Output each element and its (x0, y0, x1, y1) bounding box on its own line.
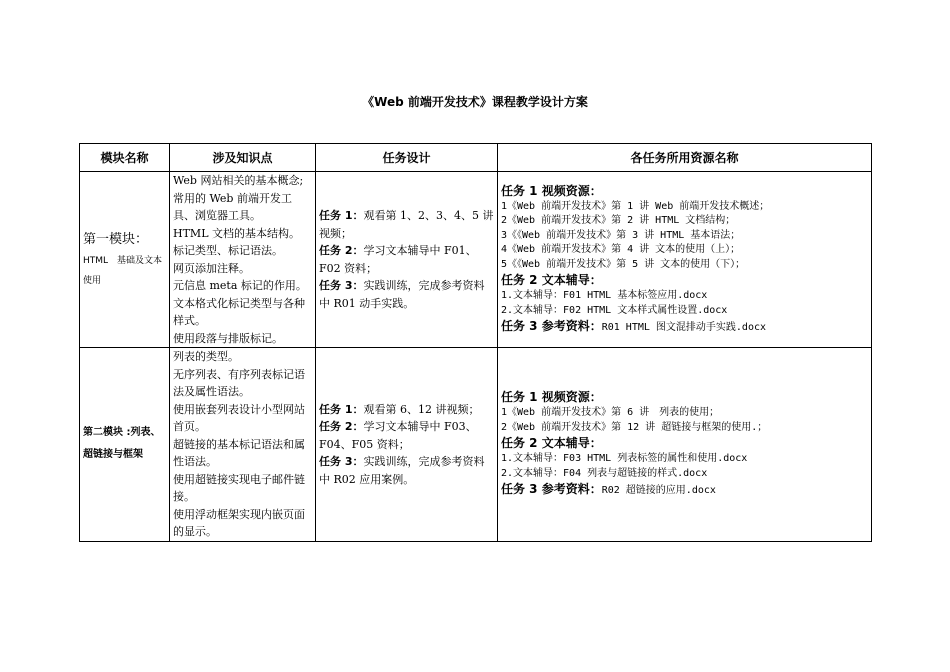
tasks-cell (316, 348, 498, 542)
task-label: 任务 1： (319, 402, 364, 416)
resource-heading: 任务 1 视频资源： (501, 390, 602, 405)
task-label: 任务 2： (319, 244, 364, 257)
knowledge-item: 常用的 Web 前端开发工具、浏览器工具。 (173, 191, 292, 222)
task-label: 任务 3： (319, 455, 364, 468)
task-text: 实践训练，完成参考资料中 R01 动手实践。 (319, 279, 485, 310)
resource-item: 5《《Web 前端开发技术》第 5 讲 文本的使用（下）； (501, 258, 746, 270)
task-label: 任务 1： (319, 209, 364, 222)
tasks-cell (316, 172, 498, 348)
task-item (319, 242, 494, 277)
knowledge-item: 超链接的基本标记语法和属性语法。 (173, 437, 305, 468)
table-header-row (80, 144, 872, 172)
header-knowledge: 涉及知识点 (170, 144, 316, 172)
knowledge-item: Web 网站相关的基本概念; (173, 174, 304, 187)
module-cell (80, 348, 170, 542)
task-text: 学习文本辅导中 F01、F02 资料； (319, 244, 477, 275)
knowledge-item: HTML 文档的基本结构。 (173, 226, 300, 240)
knowledge-item: 无序列表、有序列表标记语法及属性语法。 (173, 367, 305, 398)
task-label: 任务 2： (319, 420, 364, 433)
resource-heading-label: 任务 3 参考资料： (501, 482, 602, 497)
course-design-table (79, 143, 872, 542)
resource-item: 2《Web 前端开发技术》第 2 讲 HTML 文档结构； (501, 215, 736, 227)
task-text: 学习文本辅导中 F03、F04、F05 资料； (319, 420, 477, 451)
resource-item: 2《Web 前端开发技术》第 12 讲 超链接与框架的使用.； (501, 421, 768, 433)
knowledge-item: 元信息 meta 标记的作用。 (173, 279, 307, 292)
resource-item: 1.文本辅导：F01 HTML 基本标签应用.docx (501, 290, 708, 302)
resource-item: 2.文本辅导：F02 HTML 文本样式属性设置.docx (501, 304, 728, 316)
resource-item: 3《《Web 前端开发技术》第 3 讲 HTML 基本语法； (501, 229, 741, 241)
header-tasks: 任务设计 (316, 144, 498, 172)
resource-heading: 任务 2 文本辅导： (501, 436, 602, 451)
document-title: 《Web 前端开发技术》课程教学设计方案 (362, 95, 588, 109)
resource-item: 1《Web 前端开发技术》第 6 讲 列表的使用； (501, 407, 720, 419)
task-text: 观看第 6、12 讲视频； (363, 402, 480, 416)
module-name: 第一模块： (83, 231, 149, 247)
resource-item: R02 超链接的应用.docx (601, 485, 716, 497)
module-subtitle: HTML 基础及文本使用 (83, 255, 163, 286)
module-name: 第二模块 :列表、超链接与框架 (83, 427, 161, 461)
knowledge-item: 使用超链接实现电子邮件链接。 (173, 472, 305, 503)
task-item (319, 418, 494, 453)
knowledge-item: 标记类型、标记语法。 (173, 244, 283, 257)
task-item (319, 207, 494, 242)
knowledge-item: 使用嵌套列表设计小型网站首页。 (173, 402, 305, 433)
task-text: 观看第 1、2、3、4、5 讲视频； (319, 209, 494, 240)
resource-item: 2.文本辅导：F04 列表与超链接的样式.docx (501, 467, 708, 479)
knowledge-item: 文本格式化标记类型与各种样式。 (173, 296, 305, 327)
resource-item: 1.文本辅导：F03 HTML 列表标签的属性和使用.docx (501, 453, 748, 465)
task-item (319, 277, 494, 312)
knowledge-item: 列表的类型。 (173, 350, 239, 363)
knowledge-item: 网页添加注释。 (173, 261, 250, 275)
resources-cell (498, 348, 872, 542)
resource-heading-label: 任务 3 参考资料： (501, 319, 602, 334)
task-item (319, 401, 494, 419)
resource-item: R01 HTML 图文混排动手实践.docx (601, 322, 767, 334)
resource-heading: 任务 1 视频资源： (501, 183, 602, 198)
task-item (319, 453, 494, 488)
resource-heading: 任务 2 文本辅导： (501, 273, 602, 288)
resource-item: 4《Web 前端开发技术》第 4 讲 文本的使用（上）； (501, 244, 741, 256)
resource-heading (501, 318, 868, 336)
knowledge-cell (170, 348, 316, 542)
table-row (80, 348, 872, 542)
task-text: 实践训练，完成参考资料中 R02 应用案例。 (319, 455, 485, 486)
resource-heading (501, 481, 868, 499)
resource-item: 1《Web 前端开发技术》第 1 讲 Web 前端开发技术概述； (501, 200, 770, 212)
knowledge-item: 使用浮动框架实现内嵌页面的显示。 (173, 507, 305, 538)
knowledge-item: 使用段落与排版标记。 (173, 331, 283, 345)
header-module: 模块名称 (80, 144, 170, 172)
knowledge-cell (170, 172, 316, 348)
task-label: 任务 3： (319, 279, 364, 292)
header-resources: 各任务所用资源名称 (498, 144, 872, 172)
table-row (80, 172, 872, 348)
module-cell (80, 172, 170, 348)
resources-cell (498, 172, 872, 348)
